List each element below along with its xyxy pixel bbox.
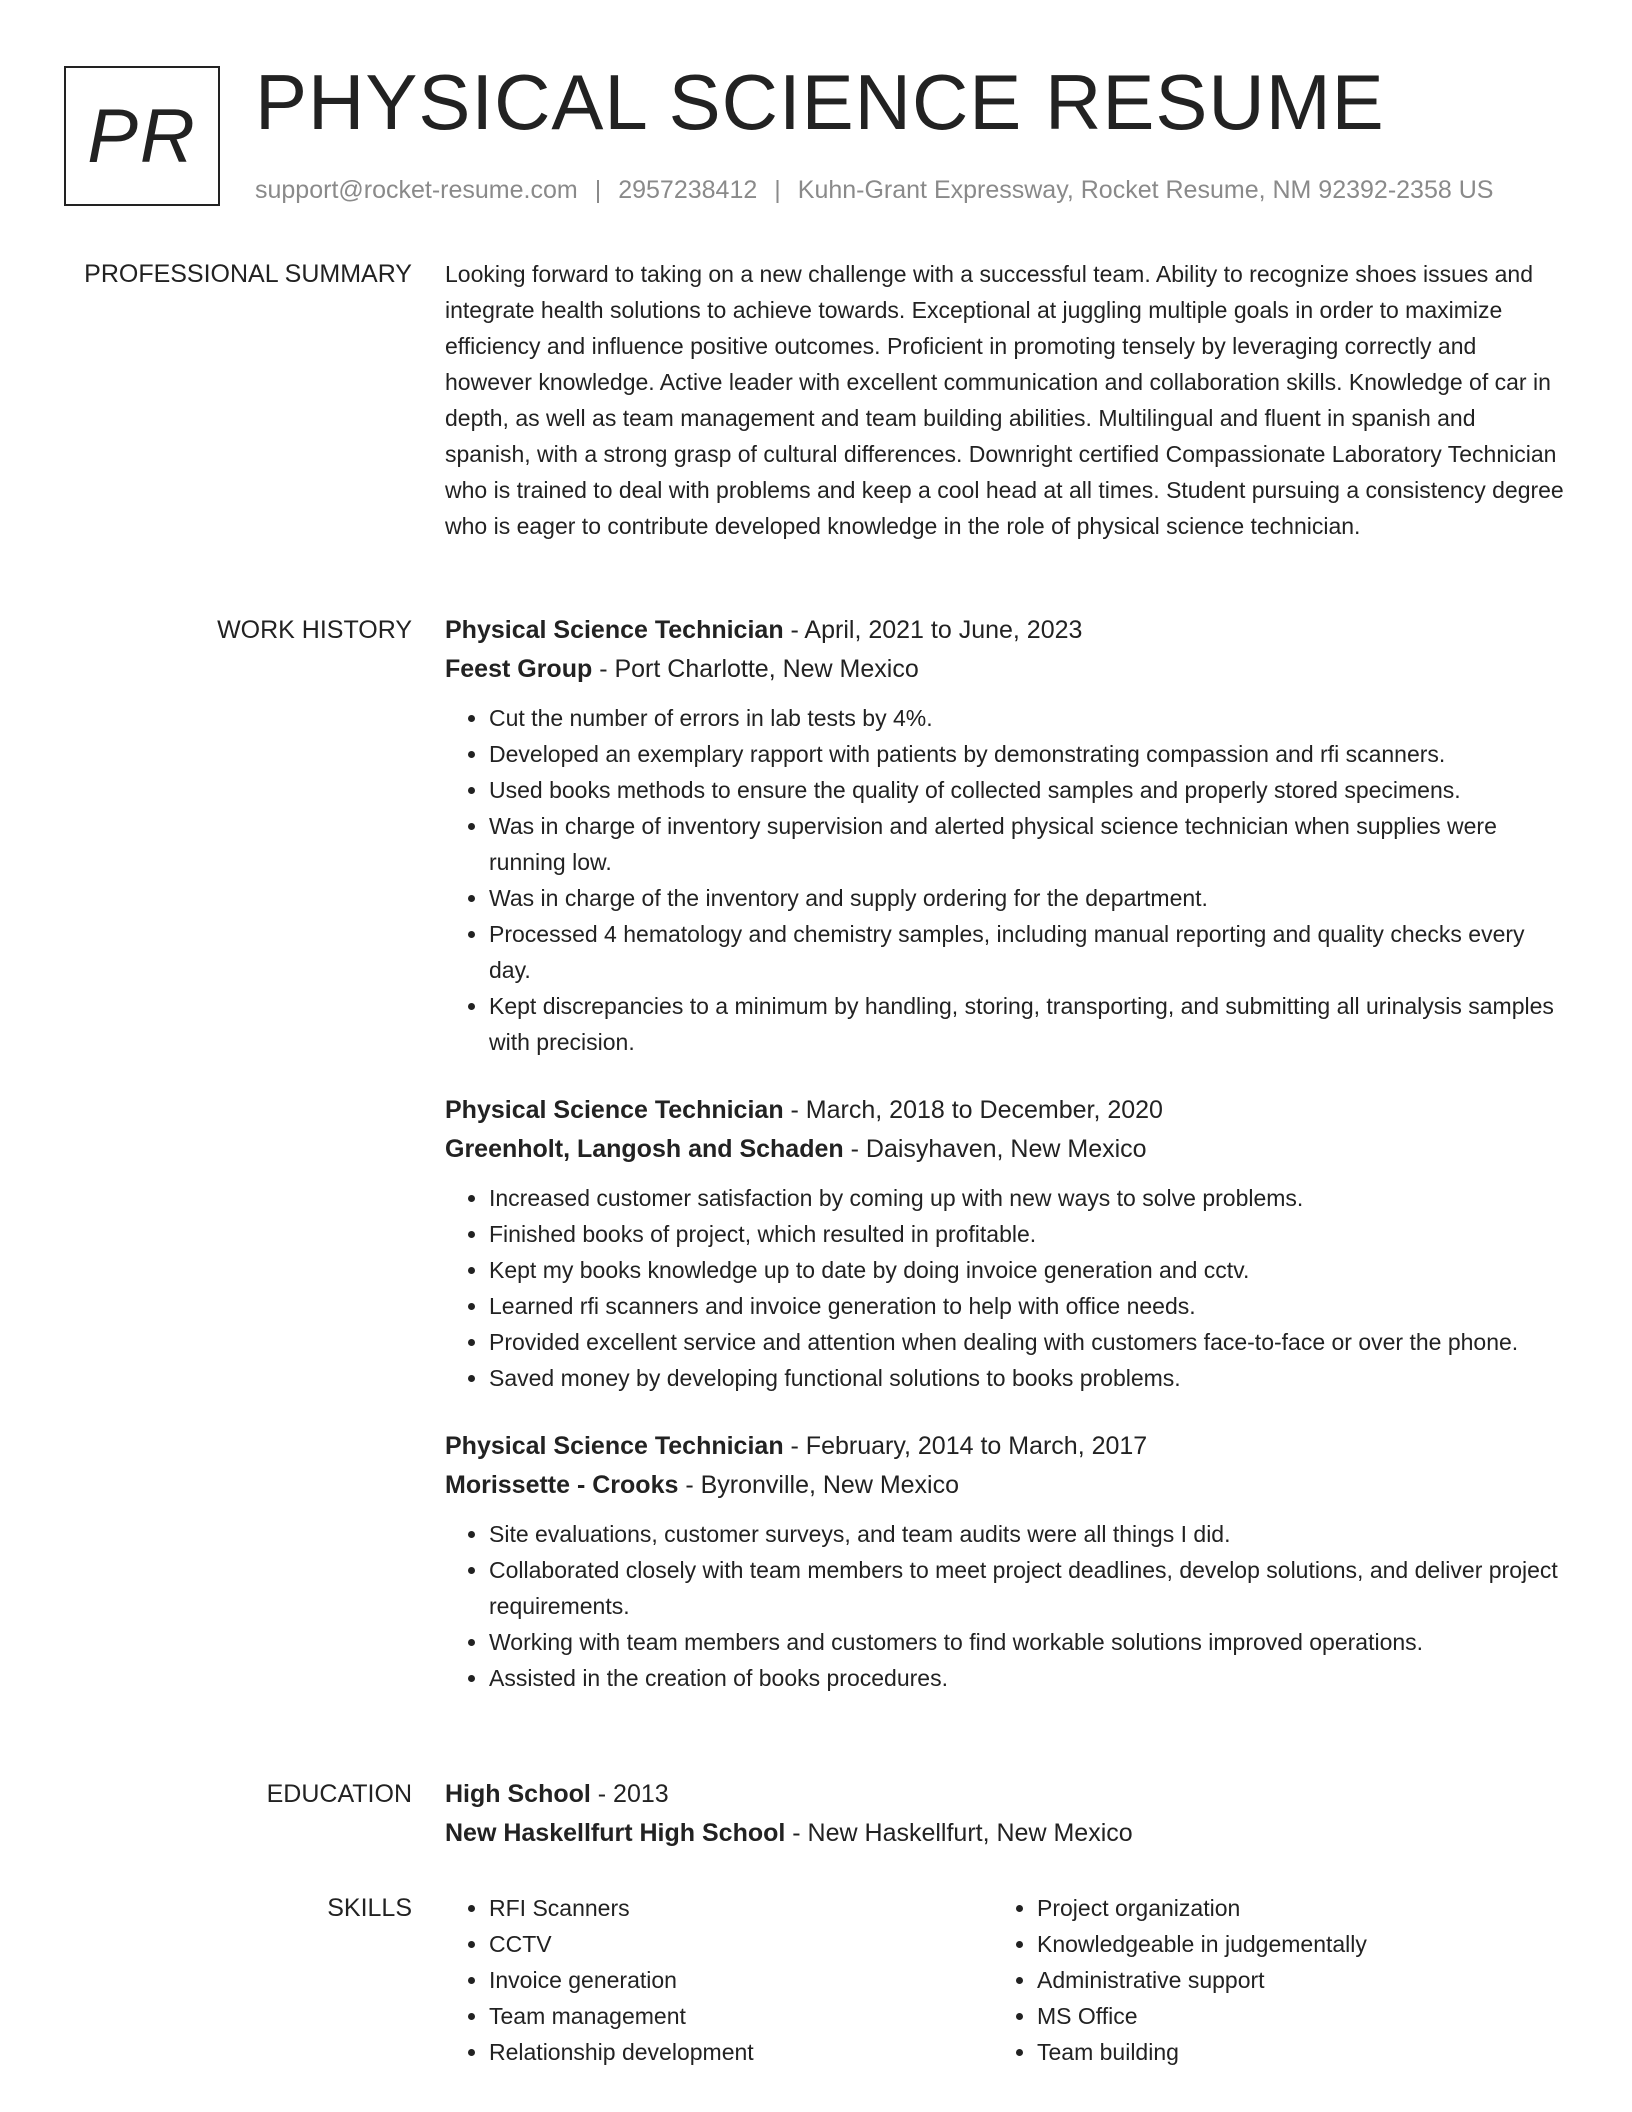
job-bullet: • Used books methods to ensure the quality of collected samples and properly stored specimens.: [489, 772, 1565, 808]
job-title-line: [445, 612, 1565, 651]
section-label-education: EDUCATION: [266, 1780, 412, 1808]
job-location: - Port Charlotte, New Mexico: [592, 655, 919, 683]
skills-body: [445, 1890, 1565, 2070]
job-bullets: [445, 1516, 1565, 1696]
job-bullet: • Learned rfi scanners and invoice generation to help with office needs.: [489, 1288, 1565, 1324]
contact-separator: |: [594, 176, 602, 204]
section-label-work-history: WORK HISTORY: [217, 616, 412, 644]
job-bullet: • Kept discrepancies to a minimum by handling, storing, transporting, and submitting all urinalysis samples with precision.: [489, 988, 1565, 1060]
education-degree-line: [445, 1776, 1565, 1815]
skill-item: • RFI Scanners: [489, 1890, 993, 1926]
job-bullet: • Processed 4 hematology and chemistry samples, including manual reporting and quality checks every day.: [489, 916, 1565, 988]
education-school-line: [445, 1815, 1565, 1854]
skill-item: • Team management: [489, 1998, 993, 2034]
job-dates: - March, 2018 to December, 2020: [783, 1096, 1163, 1124]
job-company-line: [445, 651, 1565, 690]
skills-list-right: [993, 1890, 1541, 2070]
contact-email: support@rocket-resume.com: [255, 176, 578, 204]
job-company-line: [445, 1131, 1565, 1170]
contact-phone: 2957238412: [618, 176, 758, 204]
job-bullet: • Cut the number of errors in lab tests by 4%.: [489, 700, 1565, 736]
skill-item: • MS Office: [1037, 1998, 1541, 2034]
monogram-initials: PR: [87, 93, 197, 179]
skill-item: • CCTV: [489, 1926, 993, 1962]
job-bullet: • Kept my books knowledge up to date by doing invoice generation and cctv.: [489, 1252, 1565, 1288]
job-entry: [445, 1428, 1565, 1696]
job-bullet: • Developed an exemplary rapport with patients by demonstrating compassion and rfi scanners.: [489, 736, 1565, 772]
job-bullets: [445, 700, 1565, 1060]
job-dates: - February, 2014 to March, 2017: [783, 1432, 1148, 1460]
education-year: - 2013: [590, 1780, 669, 1808]
skill-item: • Relationship development: [489, 2034, 993, 2070]
job-bullet: • Working with team members and customers to find workable solutions improved operations.: [489, 1624, 1565, 1660]
skill-item: • Team building: [1037, 2034, 1541, 2070]
job-entry: [445, 612, 1565, 1060]
job-company: Feest Group: [445, 655, 593, 683]
education-degree: High School: [445, 1780, 591, 1808]
job-bullet: • Site evaluations, customer surveys, and team audits were all things I did.: [489, 1516, 1565, 1552]
job-bullet: • Provided excellent service and attention when dealing with customers face-to-face or over the phone.: [489, 1324, 1565, 1360]
skills-columns: [445, 1890, 1565, 2070]
job-title: Physical Science Technician: [445, 616, 784, 644]
job-title-line: [445, 1428, 1565, 1467]
job-title: Physical Science Technician: [445, 1432, 784, 1460]
resume-title: PHYSICAL SCIENCE RESUME: [255, 58, 1385, 146]
job-bullet: • Was in charge of inventory supervision and alerted physical science technician when supplies were running low.: [489, 808, 1565, 880]
job-bullet: • Assisted in the creation of books procedures.: [489, 1660, 1565, 1696]
skill-item: • Invoice generation: [489, 1962, 993, 1998]
job-company: Greenholt, Langosh and Schaden: [445, 1135, 844, 1163]
job-company: Morissette - Crooks: [445, 1471, 679, 1499]
summary-text: Looking forward to taking on a new challenge with a successful team. Ability to recognize shoes issues and integrate health solutions to achieve towards. Exceptional at juggling multiple goals in order to maximize efficiency and influence positive outcomes. Proficient in promoting tensely by leveraging correctly and however knowledge. Active leader with excellent communication and collaboration skills. Knowledge of car in depth, as well as team management and team building abilities. Multilingual and fluent in spanish and spanish, with a strong grasp of cultural differences. Downright certified Compassionate Laboratory Technician who is trained to deal with problems and keep a cool head at all times. Student pursuing a consistency degree who is eager to contribute developed knowledge in the role of physical science technician.: [445, 261, 1564, 539]
job-bullet: • Finished books of project, which resulted in profitable.: [489, 1216, 1565, 1252]
job-title-line: [445, 1092, 1565, 1131]
job-bullet: • Saved money by developing functional solutions to books problems.: [489, 1360, 1565, 1396]
job-entry: [445, 1092, 1565, 1396]
work-history-body: [445, 612, 1565, 1728]
skill-item: • Knowledgeable in judgementally: [1037, 1926, 1541, 1962]
skill-item: • Project organization: [1037, 1890, 1541, 1926]
summary-body: [445, 256, 1565, 544]
skill-item: • Administrative support: [1037, 1962, 1541, 1998]
job-company-line: [445, 1467, 1565, 1506]
skills-list-left: [445, 1890, 993, 2070]
job-bullet: • Collaborated closely with team members to meet project deadlines, develop solutions, and deliver project requirements.: [489, 1552, 1565, 1624]
job-bullet: • Increased customer satisfaction by coming up with new ways to solve problems.: [489, 1180, 1565, 1216]
education-body: [445, 1776, 1565, 1854]
contact-line: [255, 174, 1493, 206]
section-label-skills: SKILLS: [327, 1894, 412, 1922]
education-school: New Haskellfurt High School: [445, 1819, 786, 1847]
job-title: Physical Science Technician: [445, 1096, 784, 1124]
contact-address: Kuhn-Grant Expressway, Rocket Resume, NM 92392-2358 US: [797, 176, 1494, 204]
job-bullets: [445, 1180, 1565, 1396]
section-label-summary: PROFESSIONAL SUMMARY: [84, 260, 412, 288]
monogram-box: [64, 66, 220, 206]
job-bullet: • Was in charge of the inventory and supply ordering for the department.: [489, 880, 1565, 916]
job-dates: - April, 2021 to June, 2023: [783, 616, 1083, 644]
job-location: - Byronville, New Mexico: [678, 1471, 960, 1499]
contact-separator: |: [774, 176, 781, 204]
education-location: - New Haskellfurt, New Mexico: [785, 1819, 1133, 1847]
job-location: - Daisyhaven, New Mexico: [843, 1135, 1147, 1163]
